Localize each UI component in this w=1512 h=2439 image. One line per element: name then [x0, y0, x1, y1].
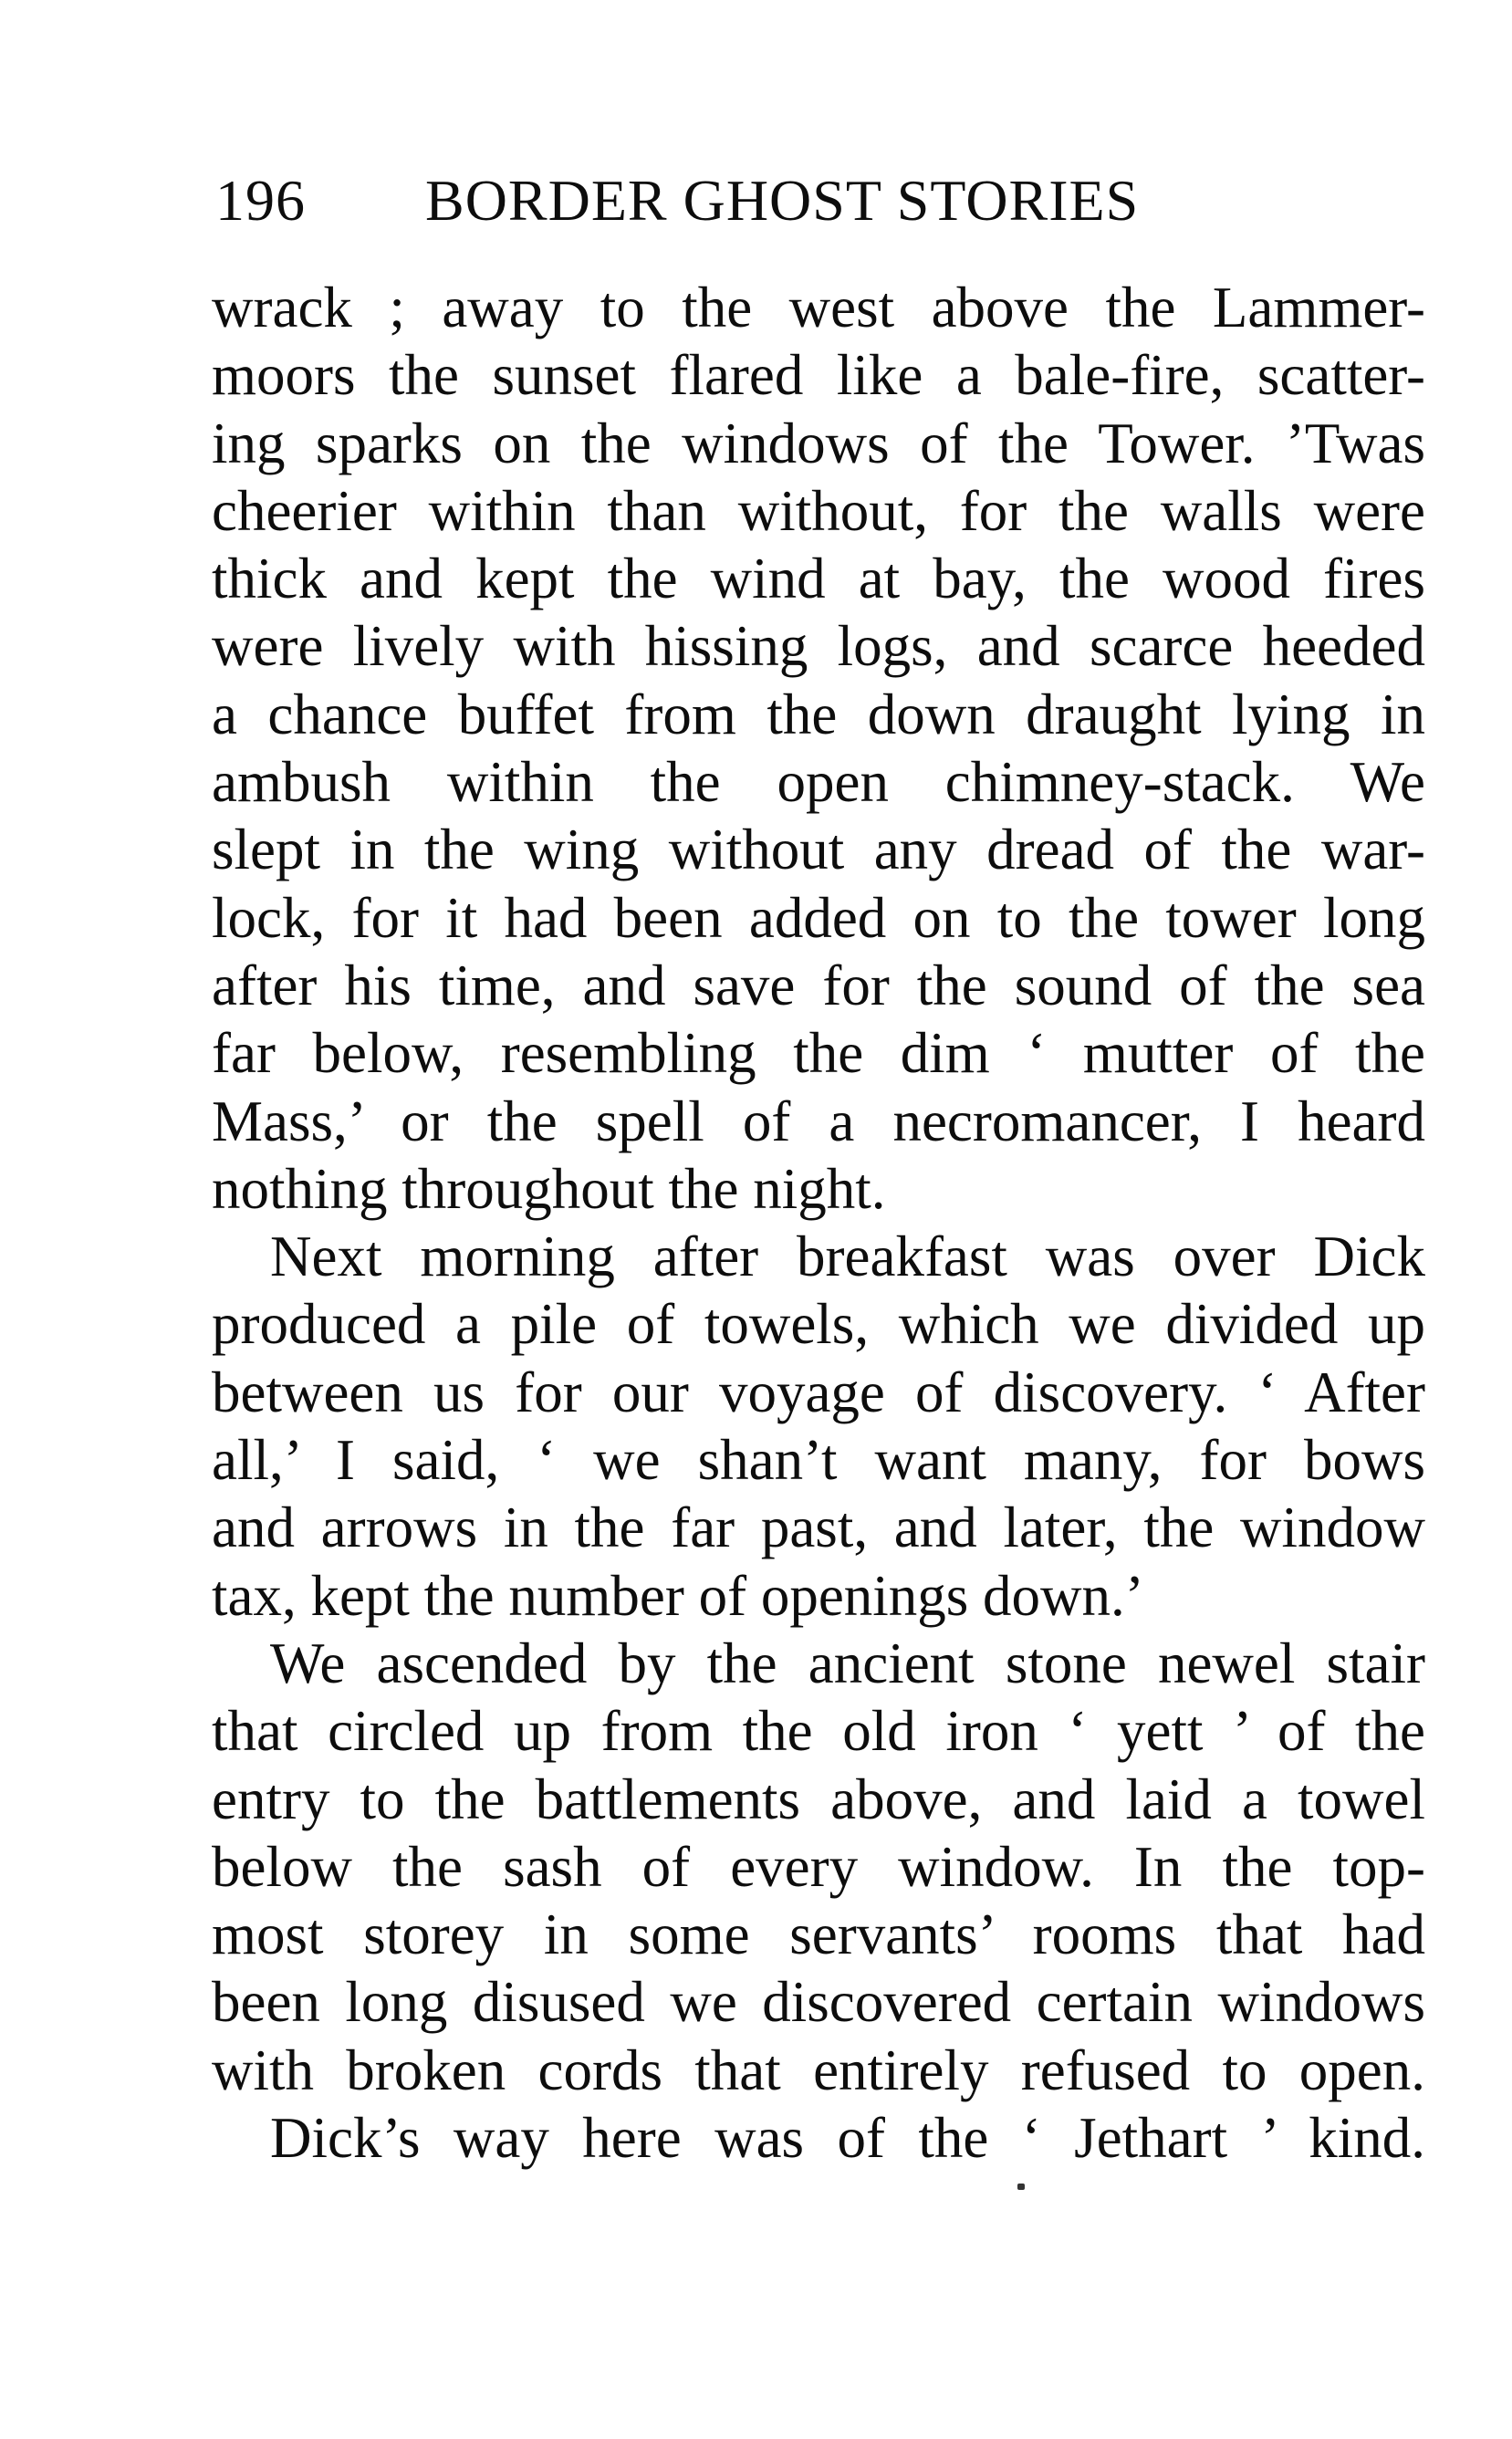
text-line: slept in the wing without any dread of the war- [212, 818, 1425, 882]
text-line: far below, resembling the dim ‘ mutter of the [212, 1021, 1425, 1086]
text-line: below the sash of every window. In the top- [212, 1834, 1425, 1899]
text-line: nothing throughout the night. [212, 1156, 886, 1221]
text-line: moors the sunset flared like a bale-fire, scatter- [212, 343, 1425, 408]
paragraph-first-line: Next morning after breakfast was over Dick [270, 1225, 1425, 1289]
text-line: were lively with hissing logs, and scarce heeded [212, 614, 1425, 679]
text-line: lock, for it had been added on to the tower long [212, 885, 1425, 950]
body-text [212, 274, 1425, 2172]
text-line: between us for our voyage of discovery. ‘ After [212, 1360, 1425, 1424]
print-speck [1017, 2184, 1025, 2190]
text-line: after his time, and save for the sound of the sea [212, 953, 1425, 1017]
text-line: with broken cords that entirely refused to open. [212, 2038, 1425, 2102]
text-line: all,’ I said, ‘ we shan’t want many, for bows [212, 1428, 1425, 1493]
text-line: most storey in some servants’ rooms that had [212, 1902, 1425, 1967]
text-line: thick and kept the wind at bay, the wood fires [212, 547, 1425, 611]
text-line: ambush within the open chimney-stack. We [212, 750, 1425, 815]
text-line: wrack ; away to the west above the Lammer- [212, 276, 1425, 339]
running-title: BORDER GHOST STORIES [425, 168, 1140, 233]
text-line: and arrows in the far past, and later, the window [212, 1496, 1425, 1560]
text-line: a chance buffet from the down draught lying in [212, 682, 1425, 746]
paragraph-first-line: We ascended by the ancient stone newel stair [270, 1631, 1425, 1695]
text-line: tax, kept the number of openings down.’ [212, 1563, 1144, 1628]
text-line: cheerier within than without, for the walls were [212, 478, 1425, 543]
text-line: Mass,’ or the spell of a necromancer, I heard [212, 1089, 1425, 1153]
text-line: ing sparks on the windows of the Tower. ’Twas [212, 411, 1425, 475]
text-line: been long disused we discovered certain windows [212, 1970, 1425, 2035]
paragraph-first-line: Dick’s way here was of the ‘ Jethart ’ kind. [270, 2106, 1425, 2171]
text-line: produced a pile of towels, which we divided up [212, 1292, 1425, 1357]
page-header [215, 164, 1429, 237]
page-number: 196 [215, 168, 306, 233]
text-line: that circled up from the old iron ‘ yett ’ of the [212, 1699, 1425, 1764]
text-line: entry to the battlements above, and laid a towel [212, 1767, 1425, 1831]
